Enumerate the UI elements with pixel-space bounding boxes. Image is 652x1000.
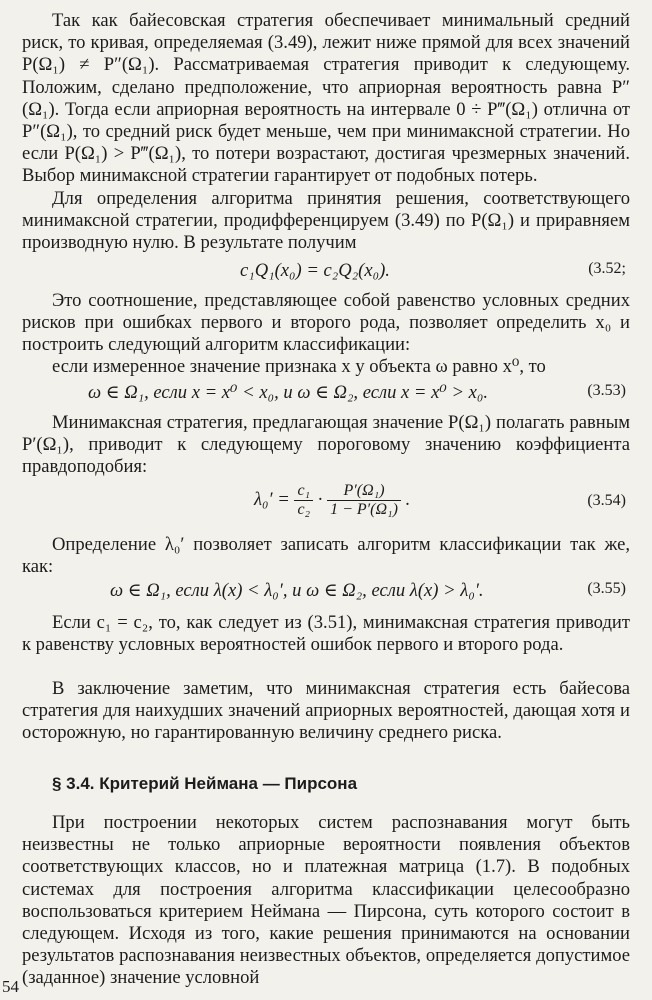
page-number: 54	[2, 977, 19, 996]
paragraph-neyman-pearson: При построении некоторых систем распознавания могут быть неизвестны не только априорные вероятности появления объектов соответствующих классов, но и платежная матрица (1.7). В подобных системах для построения алгоритма классификации целесообразно воспользоваться критерием Неймана — Пирсона, суть которого состоит в следующем. Исходя из того, какие решения принимаются на основании результатов распознавания неизвестных объектов, определяется допустимое (заданное) значение условной	[22, 812, 630, 989]
section-heading: § 3.4. Критерий Неймана — Пирсона	[52, 774, 358, 793]
equation-3-53	[22, 382, 630, 412]
equation-3-53-body: ω ∈ Ω₁, если x = x⁰ < x₀, и ω ∈ Ω₂, если x = x⁰ > x₀.	[88, 382, 489, 403]
equation-3-53-number: (3.53)	[587, 382, 626, 399]
paragraph-minimax-derivation: Для определения алгоритма принятия решения, соответствующего минимаксной стратегии, продифференцируем (3.49) по P(Ω₁) и приравняем производную нулю. В результате получим	[22, 188, 630, 254]
fraction-prior-denominator: 1 − P′(Ω₁)	[330, 501, 398, 518]
multiply-dot: ·	[317, 488, 323, 510]
equation-3-55-number: (3.55)	[587, 580, 626, 597]
fraction-c1-c2-numerator: c₁	[294, 482, 313, 501]
paragraph-lambda-definition: Определение λ₀′ позволяет записать алгоритм классификации так же, как:	[22, 534, 630, 578]
paragraph-conditional-risks: Это соотношение, представляющее собой равенство условных средних рисков при ошибках первого и второго рода, позволяет определить x₀ и построить следующий алгоритм классификации:	[22, 290, 630, 356]
equation-3-52	[22, 260, 630, 290]
equation-3-54	[22, 480, 630, 528]
paragraph-measured-value: если измеренное значение признака x у объекта ω равно x⁰, то	[52, 356, 546, 377]
equation-3-54-number: (3.54)	[587, 492, 626, 509]
paragraph-equal-costs: Если c₁ = c₂, то, как следует из (3.51), минимаксная стратегия приводит к равенству условных вероятностей ошибок первого и второго рода.	[22, 612, 630, 656]
equation-3-52-body: c₁Q₁(x₀) = c₂Q₂(x₀).	[240, 260, 390, 281]
paragraph-bayes-risk: Так как байесовская стратегия обеспечивает минимальный средний риск, то кривая, определяемая (3.49), лежит ниже прямой для всех значений P(Ω₁) ≠ P″(Ω₁). Рассматриваемая стратегия приводит к следующему. Положим, сделано предположение, что априорная вероятность равна P″(Ω₁). Тогда если априорная вероятность на интервале 0 ÷ P‴(Ω₁) отлична от P″(Ω₁), то средний риск будет меньше, чем при минимаксной стратегии. Но если P(Ω₁) > P‴(Ω₁), то потери возрастают, достигая чрезмерных значений. Выбор минимаксной стратегии гарантирует от подобных потерь.	[22, 10, 630, 187]
fraction-prior-numerator: P′(Ω₁)	[327, 482, 401, 501]
paragraph-minimax-strategy: Минимаксная стратегия, предлагающая значение P(Ω₁) полагать равным P′(Ω₁), приводит к следующему пороговому значению коэффициента правдоподобия:	[22, 412, 630, 478]
equation-3-52-number: (3.52;	[588, 260, 626, 277]
equation-3-54-body	[254, 482, 410, 519]
equation-3-55-body: ω ∈ Ω₁, если λ(x) < λ₀′, и ω ∈ Ω₂, если λ(x) > λ₀′.	[110, 580, 484, 601]
equation-3-54-lhs: λ₀′ =	[254, 488, 290, 510]
equation-3-55	[22, 580, 630, 610]
equation-3-54-end: .	[405, 488, 411, 510]
fraction-c1-c2-denominator: c₂	[297, 501, 311, 518]
fraction-prior	[327, 482, 401, 519]
fraction-c1-c2	[294, 482, 313, 519]
paragraph-conclusion: В заключение заметим, что минимаксная стратегия есть байесова стратегия для наихудших значений априорных вероятностей, дающая хотя и осторожную, но гарантированную величину среднего риска.	[22, 678, 630, 744]
